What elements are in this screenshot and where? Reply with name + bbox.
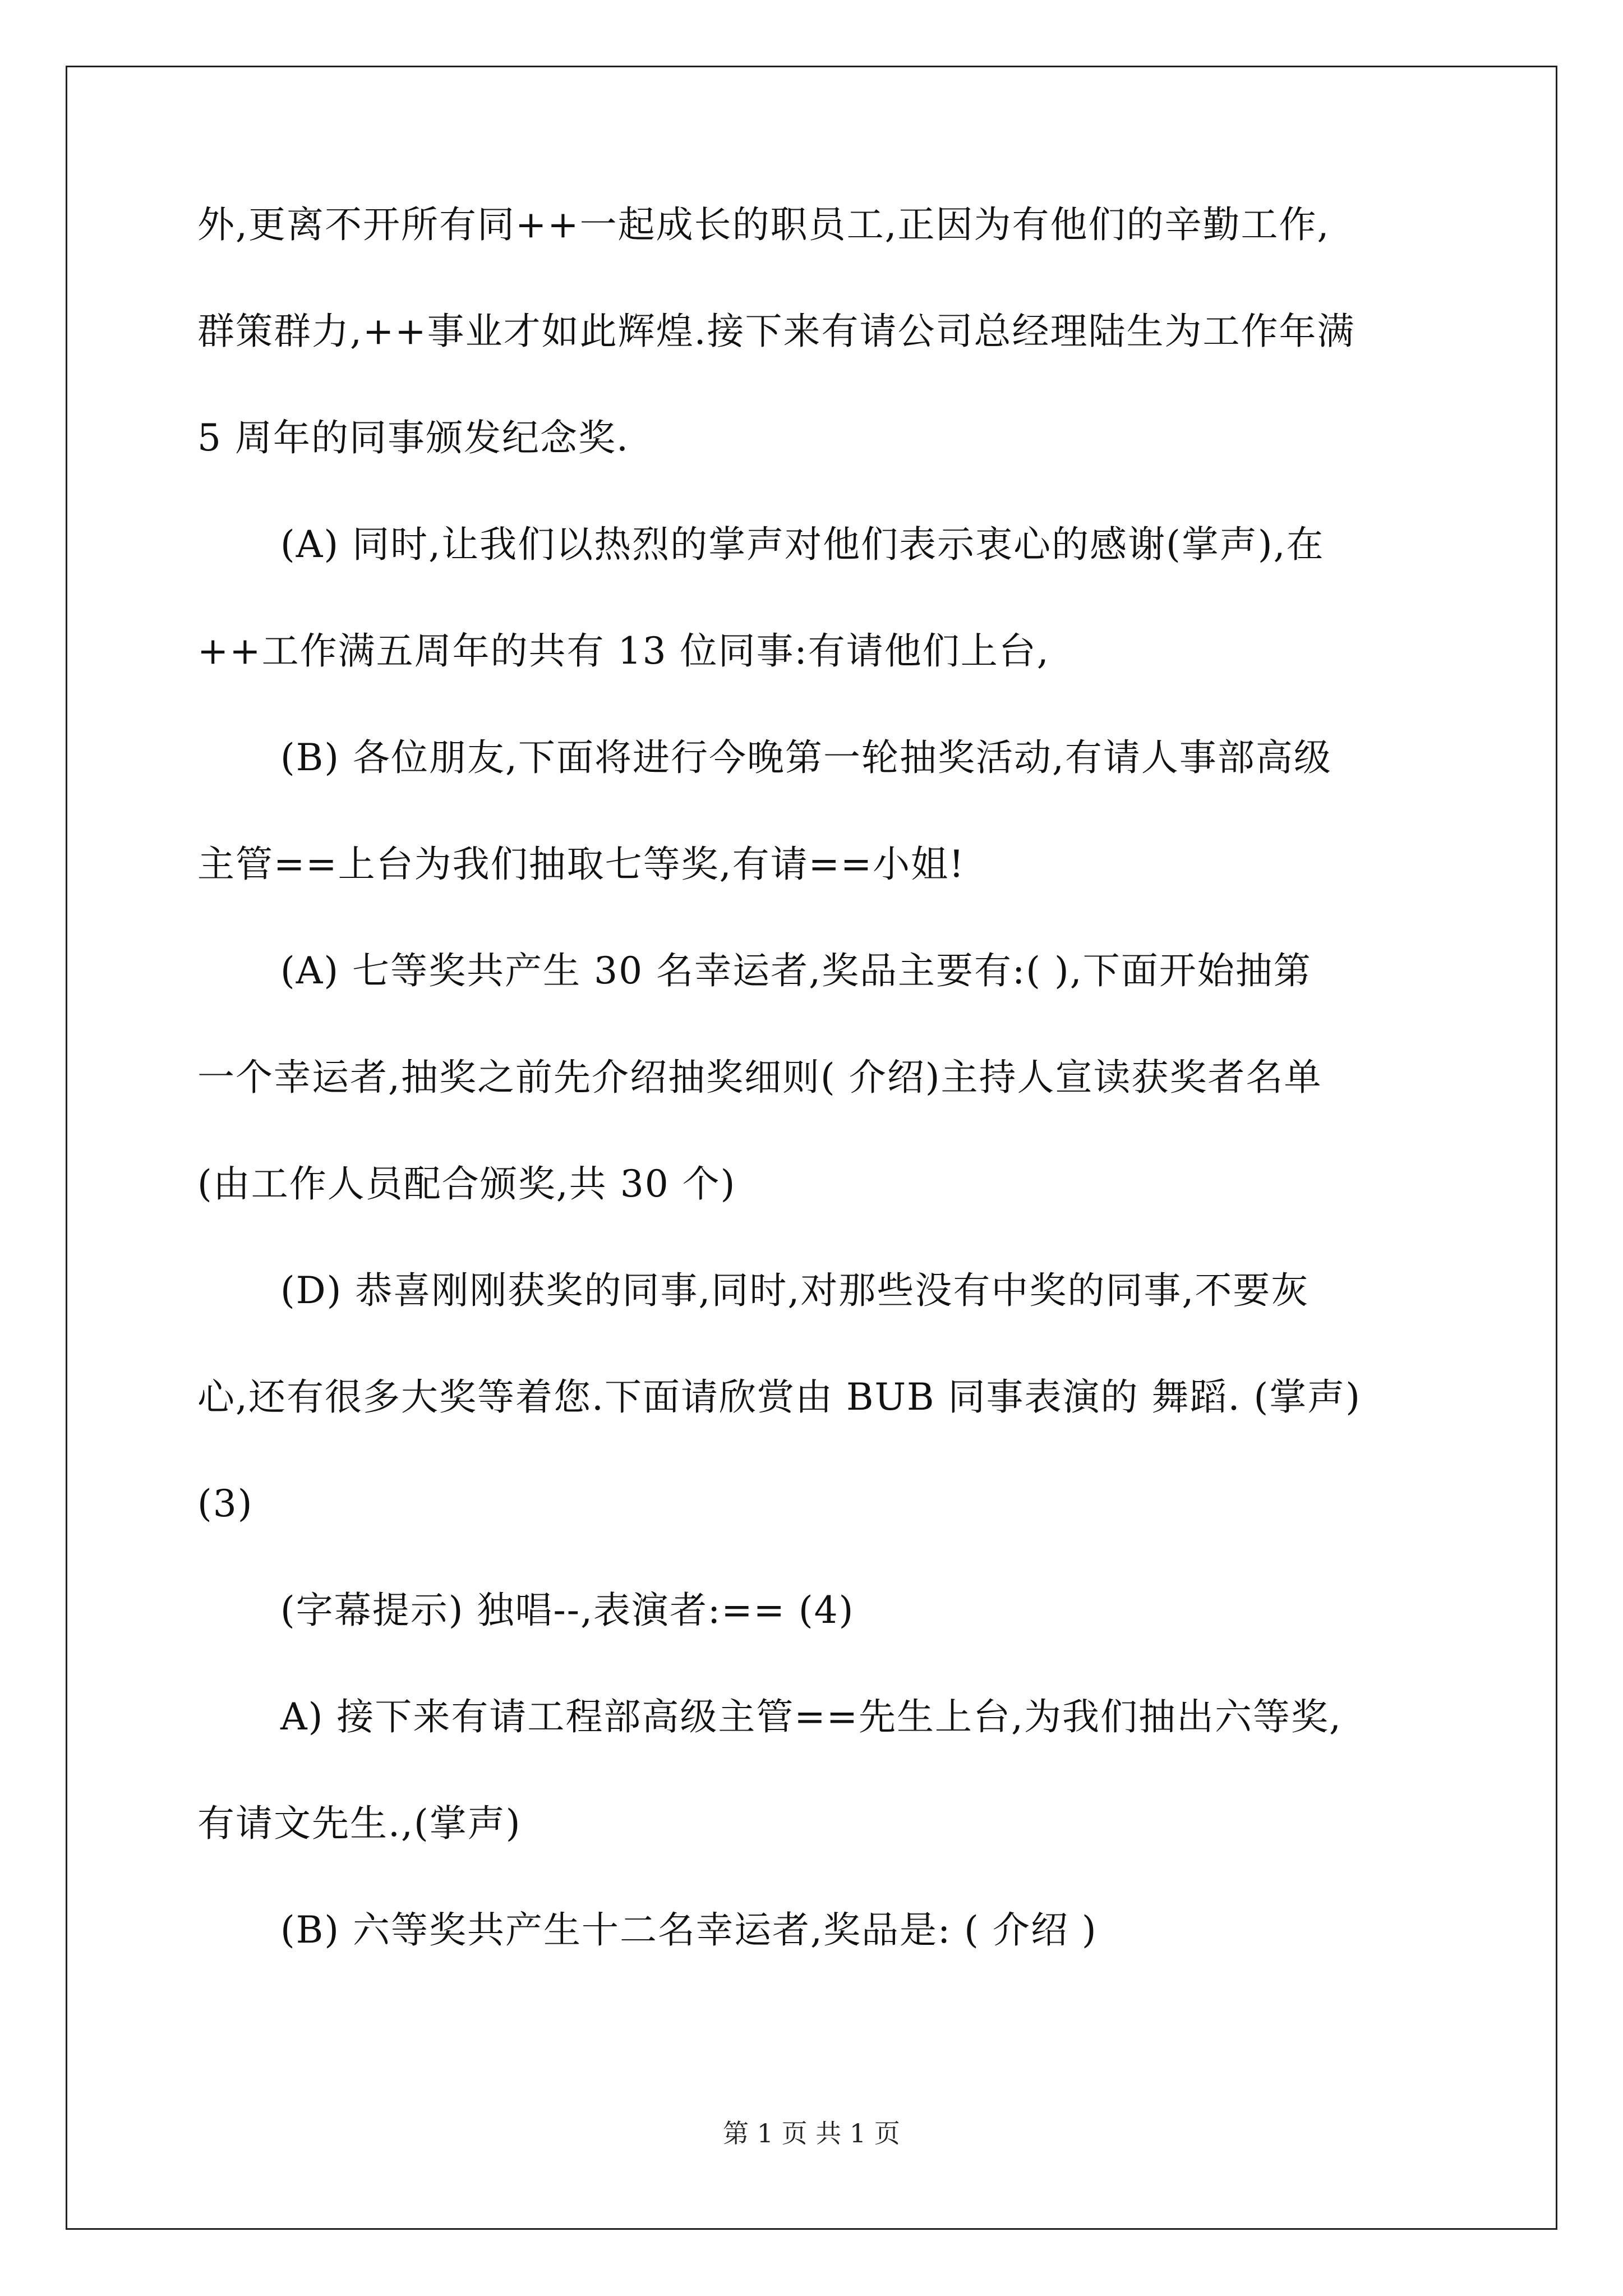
text-line-12: 心,还有很多大奖等着您.下面请欣赏由 BUB 同事表演的 舞蹈. (掌声) [197,1375,1361,1419]
text-line-15: A) 接下来有请工程部高级主管==先生上台,为我们抽出六等奖, [280,1695,1342,1738]
page-footer: 第 1 页 共 1 页 [723,2118,900,2148]
text-line-1: 外,更离不开所有同++一起成长的职员工,正因为有他们的辛勤工作, [197,203,1330,246]
text-line-11: (D) 恭喜刚刚获奖的同事,同时,对那些没有中奖的同事,不要灰 [280,1269,1310,1312]
text-line-8: (A) 七等奖共产生 30 名幸运者,奖品主要有:( ),下面开始抽第 [280,949,1312,992]
text-line-6: (B) 各位朋友,下面将进行今晚第一轮抽奖活动,有请人事部高级 [280,736,1332,779]
text-line-2: 群策群力,++事业才如此辉煌.接下来有请公司总经理陆生为工作年满 [197,310,1355,353]
text-line-4: (A) 同时,让我们以热烈的掌声对他们表示衷心的感谢(掌声),在 [280,523,1325,566]
text-line-10: (由工作人员配合颁奖,共 30 个) [197,1162,736,1205]
text-line-14: (字幕提示) 独唱--,表演者:== (4) [280,1589,855,1632]
text-line-3: 5 周年的同事颁发纪念奖. [197,416,629,459]
text-line-16: 有请文先生.,(掌声) [197,1802,522,1845]
document-body [197,203,1426,2018]
text-line-13: (3) [197,1482,253,1525]
text-line-5: ++工作满五周年的共有 13 位同事:有请他们上台, [197,629,1050,673]
text-line-9: 一个幸运者,抽奖之前先介绍抽奖细则( 介绍)主持人宣读获奖者名单 [197,1056,1322,1099]
text-line-7: 主管==上台为我们抽取七等奖,有请==小姐! [197,843,965,886]
text-line-17: (B) 六等奖共产生十二名幸运者,奖品是: ( 介绍 ) [280,1908,1098,1952]
